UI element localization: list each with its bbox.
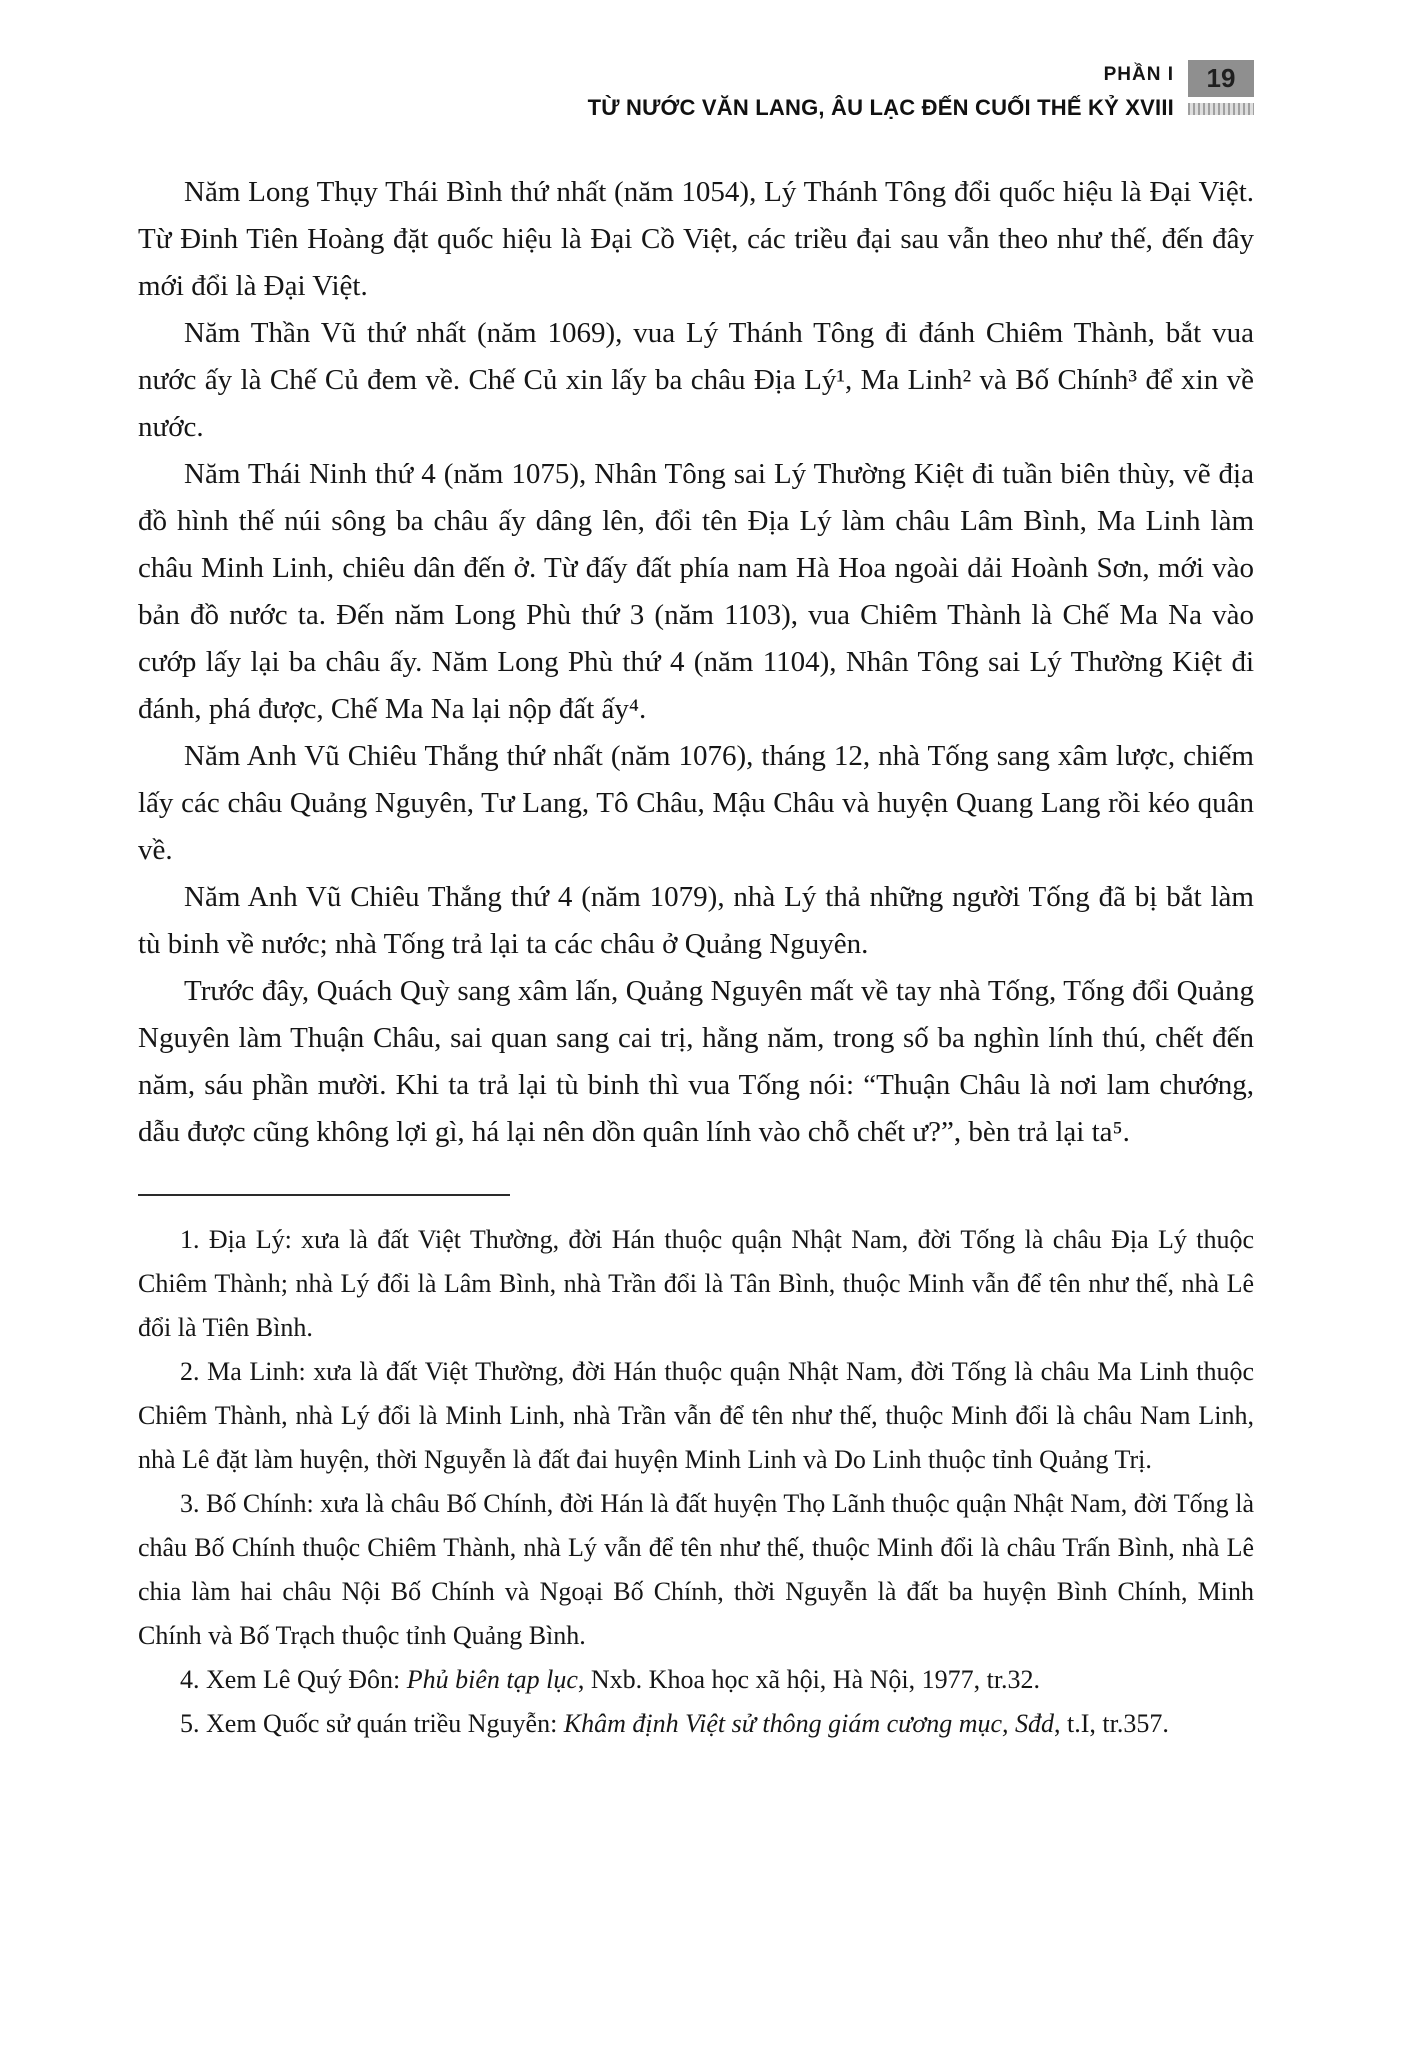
footnote-item <box>138 1218 1254 1350</box>
paragraph: Năm Long Thụy Thái Bình thứ nhất (năm 1054), Lý Thánh Tông đổi quốc hiệu là Đại Việt. Từ Đinh Tiên Hoàng đặt quốc hiệu là Đại Cồ Việt, các triều đại sau vẫn theo như thế, đến đây mới đổi là Đại Việt. <box>138 176 1254 302</box>
page-header <box>138 60 1254 121</box>
hatch-decoration <box>1188 103 1254 115</box>
footnote-text: 4. Xem Lê Quý Đôn: <box>180 1665 407 1694</box>
footnotes-list <box>138 1218 1254 1746</box>
page-number-column <box>1188 60 1254 115</box>
footnote-text: , t.I, tr.357. <box>1054 1709 1169 1738</box>
footnote-title-italic: Phủ biên tạp lục <box>406 1665 578 1694</box>
chapter-title: TỪ NƯỚC VĂN LANG, ÂU LẠC ĐẾN CUỐI THẾ KỶ XVIII <box>587 95 1174 120</box>
paragraph: Trước đây, Quách Quỳ sang xâm lấn, Quảng Nguyên mất về tay nhà Tống, Tống đổi Quảng Nguyên làm Thuận Châu, sai quan sang cai trị, hằng năm, trong số ba nghìn lính thú, chết đến năm, sáu phần mười. Khi ta trả lại tù binh thì vua Tống nói: “Thuận Châu là nơi lam chướng, dẫu được cũng không lợi gì, há lại nên dồn quân lính vào chỗ chết ư?”, bèn trả lại ta⁵. <box>138 975 1254 1148</box>
footnote-text: 3. Bố Chính: xưa là châu Bố Chính, đời Hán là đất huyện Thọ Lãnh thuộc quận Nhật Nam, đời Tống là châu Bố Chính thuộc Chiêm Thành, nhà Lý vẫn để tên như thế, thuộc Minh đổi là châu Trấn Bình, nhà Lê chia làm hai châu Nội Bố Chính và Ngoại Bố Chính, thời Nguyễn là đất ba huyện Bình Chính, Minh Chính và Bố Trạch thuộc tỉnh Quảng Bình. <box>138 1489 1254 1650</box>
footnote-item <box>138 1482 1254 1658</box>
footnote-text: , Nxb. Khoa học xã hội, Hà Nội, 1977, tr.32. <box>577 1665 1041 1694</box>
footnote-item <box>138 1350 1254 1482</box>
footnote-separator <box>138 1194 510 1196</box>
paragraph: Năm Anh Vũ Chiêu Thắng thứ 4 (năm 1079), nhà Lý thả những người Tống đã bị bắt làm tù binh về nước; nhà Tống trả lại ta các châu ở Quảng Nguyên. <box>138 881 1254 960</box>
page-number: 19 <box>1188 60 1254 97</box>
footnote-title-italic: Khâm định Việt sử thông giám cương mục, Sđd <box>563 1709 1055 1738</box>
footnote-item <box>138 1702 1254 1746</box>
footnote-item <box>138 1658 1254 1702</box>
footnote-text: 1. Địa Lý: xưa là đất Việt Thường, đời Hán thuộc quận Nhật Nam, đời Tống là châu Địa Lý thuộc Chiêm Thành; nhà Lý đổi là Lâm Bình, nhà Trần đổi là Tân Bình, thuộc Minh vẫn để tên như thế, nhà Lê đổi là Tiên Bình. <box>138 1225 1254 1342</box>
part-label: PHẦN I <box>1103 64 1174 85</box>
header-text-block <box>588 60 1174 121</box>
footnote-text: 2. Ma Linh: xưa là đất Việt Thường, đời Hán thuộc quận Nhật Nam, đời Tống là châu Ma Linh thuộc Chiêm Thành, nhà Lý đổi là Minh Linh, nhà Trần vẫn để tên như thế, thuộc Minh đổi là châu Nam Linh, nhà Lê đặt làm huyện, thời Nguyễn là đất đai huyện Minh Linh và Do Linh thuộc tỉnh Quảng Trị. <box>138 1357 1254 1474</box>
body-paragraphs <box>138 169 1254 1156</box>
footnote-text: 5. Xem Quốc sử quán triều Nguyễn: <box>180 1709 564 1738</box>
paragraph: Năm Thần Vũ thứ nhất (năm 1069), vua Lý Thánh Tông đi đánh Chiêm Thành, bắt vua nước ấy là Chế Củ đem về. Chế Củ xin lấy ba châu Địa Lý¹, Ma Linh² và Bố Chính³ để xin về nước. <box>138 317 1254 443</box>
paragraph: Năm Thái Ninh thứ 4 (năm 1075), Nhân Tông sai Lý Thường Kiệt đi tuần biên thùy, vẽ địa đồ hình thế núi sông ba châu ấy dâng lên, đổi tên Địa Lý làm châu Lâm Bình, Ma Linh làm châu Minh Linh, chiêu dân đến ở. Từ đấy đất phía nam Hà Hoa ngoài dải Hoành Sơn, mới vào bản đồ nước ta. Đến năm Long Phù thứ 3 (năm 1103), vua Chiêm Thành là Chế Ma Na vào cướp lấy lại ba châu ấy. Năm Long Phù thứ 4 (năm 1104), Nhân Tông sai Lý Thường Kiệt đi đánh, phá được, Chế Ma Na lại nộp đất ấy⁴. <box>138 458 1254 725</box>
paragraph: Năm Anh Vũ Chiêu Thắng thứ nhất (năm 1076), tháng 12, nhà Tống sang xâm lược, chiếm lấy các châu Quảng Nguyên, Tư Lang, Tô Châu, Mậu Châu và huyện Quang Lang rồi kéo quân về. <box>138 740 1254 866</box>
